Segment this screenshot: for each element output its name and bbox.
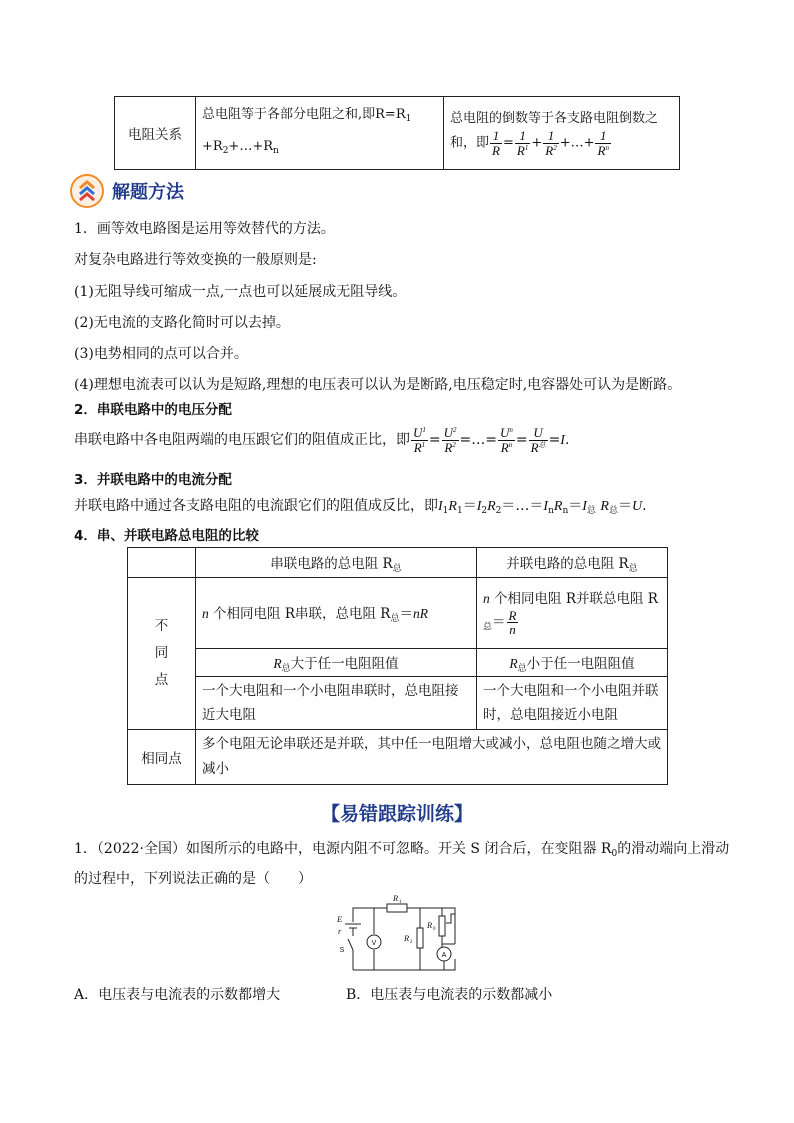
- parallel-relation-text: 总电阻的倒数等于各支路电阻倒数之: [450, 110, 659, 126]
- corner-cell: [128, 548, 196, 578]
- label-r1: R: [393, 893, 399, 903]
- diff-label: 不 同 点: [128, 578, 196, 730]
- current-distribution-text: 并联电路中通过各支路电阻的电流跟它们的阻值成反比，即: [74, 498, 438, 514]
- method-item-3: 3．并联电路中的电流分配: [74, 472, 232, 488]
- voltage-distribution-text: 串联电路中各电阻两端的电压跟它们的阻值成正比，即: [74, 432, 410, 448]
- svg-text:1: 1: [399, 900, 402, 905]
- label-r0: R: [427, 920, 433, 930]
- series-relation-cell: 总电阻等于各部分电阻之和,即$R=R_1$ $+R_2+\dots+R_n$: [196, 97, 444, 170]
- resistor-r2: [417, 928, 423, 948]
- label-r: r: [338, 926, 342, 936]
- resistance-relation-table: [114, 96, 680, 170]
- parallel-less: $R_总$小于任一电阻阻值: [477, 649, 668, 677]
- label-s: S: [339, 947, 345, 954]
- label-e: E: [337, 914, 343, 924]
- voltage-distribution: 串联电路中各电阻两端的电压跟它们的阻值成正比，即 $\frac{U^1}{R^1}$ = $\frac{U^2}{R^2}$ =…= $\frac{U^n}{R^n}$ = $\frac{U}{R^总}$ =I.: [74, 424, 570, 455]
- row-label: 电阻关系: [128, 127, 182, 143]
- parallel-near-small: 一个大电阻和一个小电阻并联时，总电阻接近小电阻: [477, 677, 668, 730]
- option-b[interactable]: B．电压表与电流表的示数都减小: [346, 987, 553, 1003]
- circuit-diagram: [330, 890, 470, 978]
- head-parallel: 并联电路的总电阻 $R_总$: [477, 548, 668, 578]
- section-icon: [70, 174, 104, 208]
- parallel-relation-cell: 总电阻的倒数等于各支路电阻倒数之 和，即 $\frac{1}{R}$ = $\frac{1}{R^1}$ + $\frac{1}{R^2}$ +…+ $\frac{1}{R^n}$: [444, 97, 680, 170]
- same-label: 相同点: [128, 730, 196, 785]
- same-text: 多个电阻无论串联还是并联，其中任一电阻增大或减小，总电阻也随之增大或减小: [196, 730, 668, 785]
- label-r2: R: [404, 933, 410, 943]
- parallel-equal-resistors: n 个相同电阻 R并联总电阻 R $_总$＝ $\frac{R}{n}$: [477, 578, 668, 649]
- current-distribution: 并联电路中通过各支路电阻的电流跟它们的阻值成反比，即$I_1R_1=I_2R_2=\dots=I_nR_n=I_总$ $R_总=U$.: [74, 498, 647, 516]
- principle-3: (3)电势相同的点可以合并。: [74, 346, 248, 362]
- training-title: 【易错跟踪训练】: [320, 803, 473, 825]
- option-a[interactable]: A．电压表与电流表的示数都增大: [74, 987, 281, 1003]
- resistor-r1: [387, 904, 407, 912]
- comparison-table: [127, 547, 668, 785]
- row-label-cell: [115, 97, 196, 170]
- series-relation-text-2: +R: [202, 139, 223, 154]
- label-v: V: [371, 940, 377, 947]
- svg-text:2: 2: [410, 940, 413, 945]
- principle-2: (2)无电流的支路化简时可以去掉。: [74, 315, 290, 331]
- series-greater: $R_总$大于任一电阻阻值: [196, 649, 477, 677]
- series-equal-resistors: n 个相同电阻 R串联，总电阻 $R_总=nR$: [196, 578, 477, 649]
- question-line-2: 的过程中，下列说法正确的是（ ）: [74, 871, 312, 887]
- rheostat-r0: [439, 916, 445, 936]
- principles-intro: 对复杂电路进行等效变换的一般原则是:: [74, 252, 317, 268]
- section-heading: 解题方法: [112, 182, 184, 203]
- label-a: A: [441, 952, 447, 959]
- head-series: 串联电路的总电阻 $R_总$: [196, 548, 477, 578]
- method-item-1: 1．画等效电路图是运用等效替代的方法。: [74, 221, 335, 237]
- question-line-1: 1．（2022·全国）如图所示的电路中，电源内阻不可忽略。开关 S 闭合后，在变阻器 $R_0$的滑动端向上滑动: [74, 841, 730, 859]
- principle-4: (4)理想电流表可以认为是短路,理想的电压表可以认为是断路,电压稳定时,电容器处可认为是断路。: [74, 377, 682, 393]
- method-item-2: 2．串联电路中的电压分配: [74, 402, 232, 418]
- principle-1: (1)无阻导线可缩成一点,一点也可以延展成无阻导线。: [74, 284, 407, 300]
- method-item-4: 4．串、并联电路总电阻的比较: [74, 528, 259, 544]
- svg-text:0: 0: [433, 927, 436, 932]
- parallel-relation-text-2: 和，即: [450, 135, 490, 151]
- series-near-large: 一个大电阻和一个小电阻串联时，总电阻接近大电阻: [196, 677, 477, 730]
- series-relation-text: 总电阻等于各部分电阻之和,即R=R: [202, 107, 406, 122]
- series-relation-text-3: +…+R: [228, 139, 273, 154]
